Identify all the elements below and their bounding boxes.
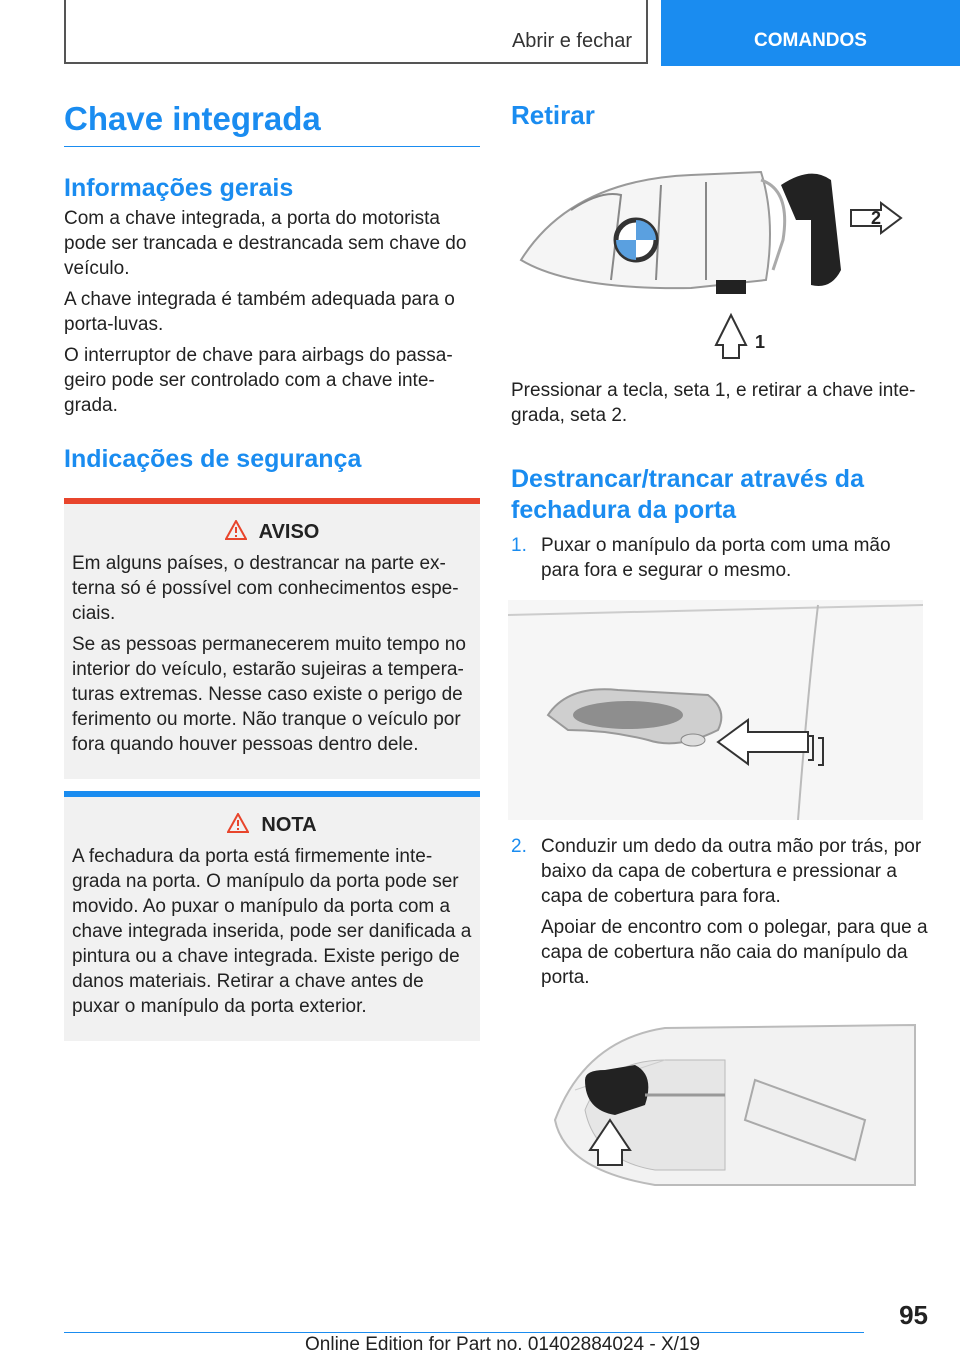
- notice-paragraph: A fechadura da porta está firmemente inte-grada na porta. O manípulo da porta pode ser movido. Ao puxar o manípulo da porta com a chave integrada inserida, pode ser danificada a pintura ou a chave integrada. Existe perigo de danos materiais. Retirar a chave antes de puxar o manípulo da porta exterior.: [72, 846, 472, 1017]
- step-paragraph: Puxar o manípulo da porta com uma mão para fora e segurar o mesmo.: [541, 535, 891, 581]
- warning-paragraph: Se as pessoas permanecerem muito tempo no interior do veículo, estarão sujeiras a tempera-turas extremas. Nesse caso existe o perigo de ferimento ou morte. Não tranque o veículo por fora quando houver pessoas dentro dele.: [72, 634, 466, 755]
- page-title: Chave integrada: [64, 100, 480, 147]
- header-section-title: Abrir e fechar: [511, 30, 632, 52]
- safety-heading: Indicações de segurança: [64, 444, 362, 473]
- general-paragraph: A chave integrada é também adequada para o porta-luvas.: [64, 288, 455, 335]
- header-section-box: [64, 0, 648, 64]
- step-number: 1.: [511, 535, 527, 556]
- general-paragraph: Com a chave integrada, a porta do motorista pode ser trancada e destrancada sem chave do veículo.: [64, 207, 467, 279]
- footer-divider: [64, 1332, 864, 1333]
- footer-edition: Online Edition for Part no. 01402884024 - X/19: [305, 1334, 701, 1355]
- right-column: [511, 100, 931, 132]
- list-item: [511, 533, 931, 583]
- notice-triangle-icon: [227, 813, 249, 838]
- key-arrow-label-2: 2: [871, 208, 882, 228]
- right-column-mid: [511, 378, 931, 583]
- header-chapter-tab: COMANDOS: [661, 0, 960, 66]
- general-paragraph: O interruptor de chave para airbags do passa-geiro pode ser controlado com a chave inte-grada.: [64, 344, 453, 416]
- cover-cap-image: [525, 1020, 920, 1190]
- warning-paragraph: Em alguns países, o destrancar na parte ex-terna só é possível com conhecimentos espe-ciais.: [72, 553, 459, 624]
- notice-box: [64, 791, 480, 1041]
- left-column: [64, 100, 480, 1041]
- warning-label: AVISO: [258, 521, 320, 543]
- page-number: 95: [899, 1300, 928, 1330]
- step-number: 2.: [511, 836, 527, 857]
- remove-instruction: Pressionar a tecla, seta 1, e retirar a chave inte-grada, seta 2.: [511, 380, 916, 426]
- remove-heading: Retirar: [511, 100, 595, 130]
- general-info-heading: Informações gerais: [64, 174, 294, 202]
- right-column-lower: [511, 834, 931, 990]
- warning-box: [64, 498, 480, 779]
- step-paragraph: Apoiar de encontro com o polegar, para que a capa de cobertura não caia do manípulo da porta.: [541, 917, 928, 988]
- list-item: [511, 834, 931, 990]
- door-handle-image: [508, 600, 923, 820]
- integrated-key-image: [511, 160, 931, 360]
- step-paragraph: Conduzir um dedo da outra mão por trás, por baixo da capa de cobertura e pressionar a capa de cobertura para fora.: [541, 836, 922, 907]
- lock-heading: Destrancar/trancar através da fechadura da porta: [511, 465, 864, 524]
- notice-label: NOTA: [261, 814, 317, 836]
- key-arrow-label-1: 1: [755, 332, 766, 352]
- warning-triangle-icon: [225, 520, 247, 545]
